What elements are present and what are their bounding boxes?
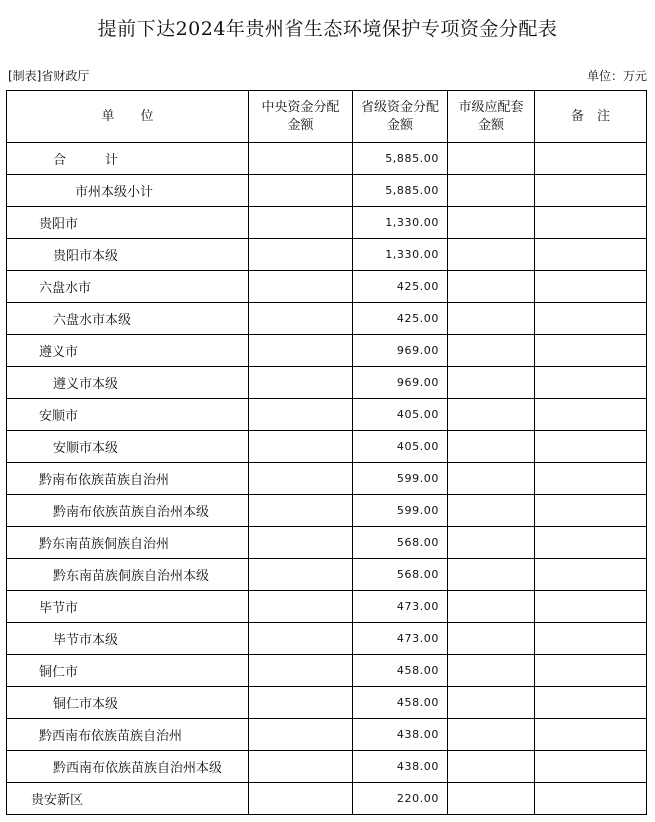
table-row: [7, 175, 647, 207]
header-province-line2: 金额: [386, 117, 413, 133]
province-amount-cell: 458.00: [353, 655, 448, 687]
table-row: [7, 431, 647, 463]
note-cell: [535, 143, 647, 175]
row-name-cell: 贵安新区: [7, 783, 249, 815]
city-matching-cell: [448, 687, 535, 719]
central-amount-cell: [249, 303, 353, 335]
city-matching-cell: [448, 783, 535, 815]
row-name-cell: 贵阳市: [7, 207, 249, 239]
note-cell: [535, 527, 647, 559]
row-name-cell: 黔南布依族苗族自治州本级: [7, 495, 249, 527]
province-amount-cell: 473.00: [353, 591, 448, 623]
city-matching-cell: [448, 175, 535, 207]
table-row: [7, 143, 647, 175]
city-matching-cell: [448, 239, 535, 271]
header-central-line2: 金额: [287, 117, 314, 133]
table-header-row: [7, 91, 647, 143]
row-name-cell: 遵义市: [7, 335, 249, 367]
row-name-cell: 遵义市本级: [7, 367, 249, 399]
row-name-cell: 黔东南苗族侗族自治州: [7, 527, 249, 559]
province-amount-cell: 473.00: [353, 623, 448, 655]
province-amount-cell: 438.00: [353, 751, 448, 783]
central-amount-cell: [249, 751, 353, 783]
header-note-label: 备 注: [570, 108, 610, 124]
row-name-cell: 毕节市本级: [7, 623, 249, 655]
province-amount-cell: 458.00: [353, 687, 448, 719]
city-matching-cell: [448, 143, 535, 175]
table-row: [7, 463, 647, 495]
central-amount-cell: [249, 399, 353, 431]
table-row: [7, 239, 647, 271]
row-name-cell: 市州本级小计: [7, 175, 249, 207]
note-cell: [535, 271, 647, 303]
province-amount-cell: 425.00: [353, 271, 448, 303]
note-cell: [535, 591, 647, 623]
unit-label: 单位：万元: [586, 69, 647, 83]
row-name-cell: 铜仁市: [7, 655, 249, 687]
row-name-cell: 贵阳市本级: [7, 239, 249, 271]
city-matching-cell: [448, 303, 535, 335]
central-amount-cell: [249, 431, 353, 463]
note-cell: [535, 175, 647, 207]
province-amount-cell: 425.00: [353, 303, 448, 335]
city-matching-cell: [448, 719, 535, 751]
city-matching-cell: [448, 623, 535, 655]
header-central-amount: [249, 91, 353, 143]
table-row: [7, 399, 647, 431]
note-cell: [535, 303, 647, 335]
central-amount-cell: [249, 783, 353, 815]
note-cell: [535, 783, 647, 815]
table-row: [7, 207, 647, 239]
central-amount-cell: [249, 335, 353, 367]
note-cell: [535, 719, 647, 751]
province-amount-cell: 568.00: [353, 527, 448, 559]
note-cell: [535, 495, 647, 527]
city-matching-cell: [448, 527, 535, 559]
table-row: [7, 623, 647, 655]
province-amount-cell: 220.00: [353, 783, 448, 815]
province-amount-cell: 405.00: [353, 431, 448, 463]
city-matching-cell: [448, 207, 535, 239]
header-province-amount: [353, 91, 448, 143]
note-cell: [535, 751, 647, 783]
row-name-cell: 黔西南布依族苗族自治州本级: [7, 751, 249, 783]
table-row: [7, 655, 647, 687]
table-row: [7, 783, 647, 815]
table-row: [7, 335, 647, 367]
city-matching-cell: [448, 367, 535, 399]
note-cell: [535, 239, 647, 271]
province-amount-cell: 5,885.00: [353, 175, 448, 207]
central-amount-cell: [249, 655, 353, 687]
city-matching-cell: [448, 495, 535, 527]
city-matching-cell: [448, 463, 535, 495]
header-city-matching: [448, 91, 535, 143]
province-amount-cell: 5,885.00: [353, 143, 448, 175]
table-row: [7, 591, 647, 623]
central-amount-cell: [249, 559, 353, 591]
province-amount-cell: 1,330.00: [353, 239, 448, 271]
central-amount-cell: [249, 143, 353, 175]
row-name-cell: 六盘水市本级: [7, 303, 249, 335]
issuer-label: [制表]省财政厅: [8, 69, 90, 83]
header-city-line2: 金额: [477, 117, 504, 133]
document-title: 提前下达2024年贵州省生态环境保护专项资金分配表: [97, 18, 558, 40]
central-amount-cell: [249, 175, 353, 207]
province-amount-cell: 1,330.00: [353, 207, 448, 239]
table-row: [7, 559, 647, 591]
header-province-line1: 省级资金分配: [360, 99, 439, 115]
table-row: [7, 687, 647, 719]
city-matching-cell: [448, 655, 535, 687]
row-name-cell: 毕节市: [7, 591, 249, 623]
note-cell: [535, 399, 647, 431]
city-matching-cell: [448, 335, 535, 367]
note-cell: [535, 687, 647, 719]
central-amount-cell: [249, 239, 353, 271]
province-amount-cell: 599.00: [353, 495, 448, 527]
header-central-line1: 中央资金分配: [261, 99, 340, 115]
province-amount-cell: 438.00: [353, 719, 448, 751]
province-amount-cell: 568.00: [353, 559, 448, 591]
central-amount-cell: [249, 527, 353, 559]
table-row: [7, 527, 647, 559]
header-unit-label: 单 位: [101, 108, 154, 124]
central-amount-cell: [249, 463, 353, 495]
row-name-cell: 铜仁市本级: [7, 687, 249, 719]
note-cell: [535, 655, 647, 687]
central-amount-cell: [249, 591, 353, 623]
city-matching-cell: [448, 431, 535, 463]
province-amount-cell: 405.00: [353, 399, 448, 431]
note-cell: [535, 463, 647, 495]
city-matching-cell: [448, 399, 535, 431]
city-matching-cell: [448, 271, 535, 303]
table-row: [7, 495, 647, 527]
city-matching-cell: [448, 559, 535, 591]
allocation-table: [6, 90, 647, 815]
table-row: [7, 719, 647, 751]
central-amount-cell: [249, 623, 353, 655]
row-name-cell: 六盘水市: [7, 271, 249, 303]
row-name-cell: 黔西南布依族苗族自治州: [7, 719, 249, 751]
table-row: [7, 303, 647, 335]
note-cell: [535, 623, 647, 655]
note-cell: [535, 207, 647, 239]
header-unit: [7, 91, 249, 143]
city-matching-cell: [448, 591, 535, 623]
province-amount-cell: 969.00: [353, 367, 448, 399]
central-amount-cell: [249, 367, 353, 399]
central-amount-cell: [249, 271, 353, 303]
row-name-cell: 安顺市本级: [7, 431, 249, 463]
note-cell: [535, 559, 647, 591]
row-name-cell: 合 计: [7, 143, 249, 175]
province-amount-cell: 969.00: [353, 335, 448, 367]
central-amount-cell: [249, 687, 353, 719]
province-amount-cell: 599.00: [353, 463, 448, 495]
table-row: [7, 271, 647, 303]
central-amount-cell: [249, 495, 353, 527]
central-amount-cell: [249, 719, 353, 751]
note-cell: [535, 431, 647, 463]
header-note: [535, 91, 647, 143]
table-row: [7, 367, 647, 399]
row-name-cell: 安顺市: [7, 399, 249, 431]
note-cell: [535, 367, 647, 399]
header-city-line1: 市级应配套: [458, 99, 524, 115]
row-name-cell: 黔南布依族苗族自治州: [7, 463, 249, 495]
table-row: [7, 751, 647, 783]
row-name-cell: 黔东南苗族侗族自治州本级: [7, 559, 249, 591]
note-cell: [535, 335, 647, 367]
city-matching-cell: [448, 751, 535, 783]
central-amount-cell: [249, 207, 353, 239]
